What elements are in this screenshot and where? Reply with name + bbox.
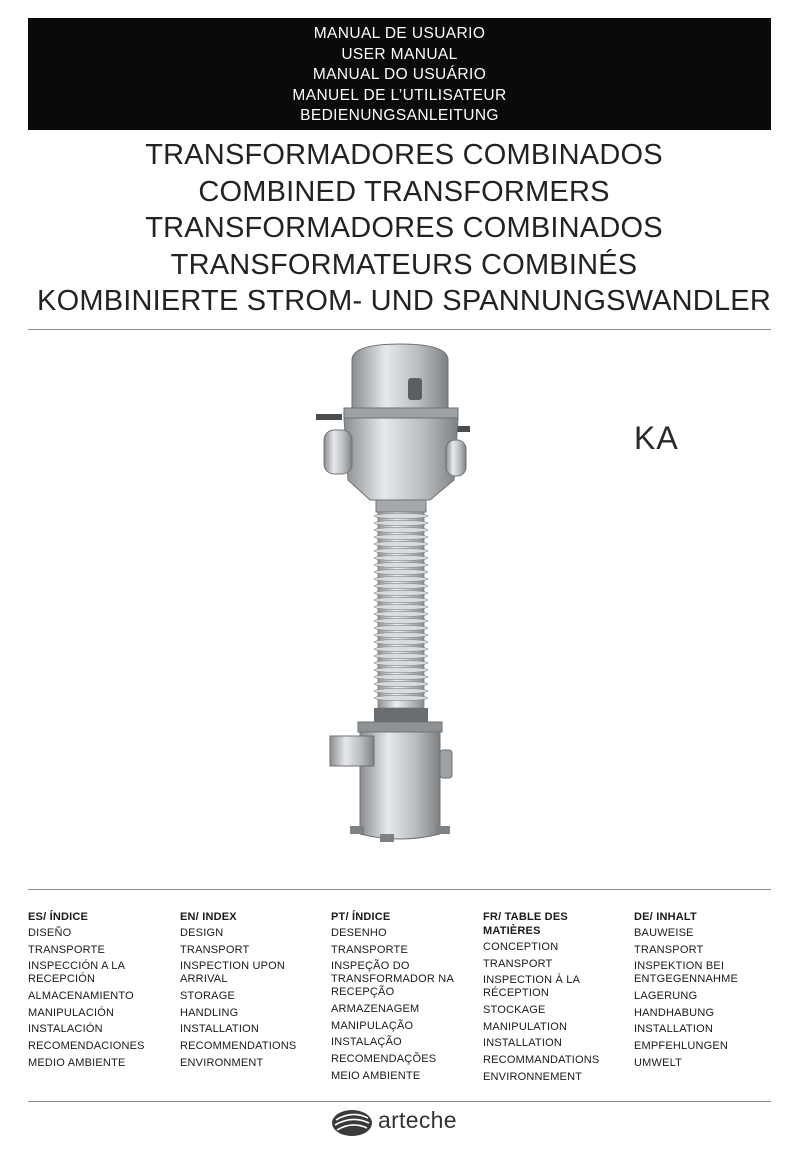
title-fr: TRANSFORMATEURS COMBINÉS xyxy=(170,248,638,281)
index-item: MEDIO AMBIENTE xyxy=(28,1056,126,1069)
index-item: INSPECTION À LA RÉCEPTION xyxy=(483,974,580,1000)
index-item: MANIPULATION xyxy=(483,1020,568,1033)
index-column xyxy=(331,910,476,1087)
banner-line: USER MANUAL xyxy=(341,45,458,63)
index-heading: DE/ INHALT xyxy=(634,911,697,923)
index-item: TRANSPORTE xyxy=(28,943,105,956)
header-banner xyxy=(28,18,771,130)
index-item: EMPFEHLUNGEN xyxy=(634,1040,729,1053)
index-heading: ES/ ÍNDICE xyxy=(28,911,89,923)
transformer-illustration xyxy=(300,338,500,844)
index-item: INSTALLATION xyxy=(634,1023,714,1036)
index-heading: EN/ INDEX xyxy=(180,911,237,923)
index-item: INSPEÇÃO DO TRANSFORMADOR NA RECEPÇÃO xyxy=(331,960,454,999)
index-heading: PT/ ÍNDICE xyxy=(331,911,391,923)
document-titles xyxy=(0,137,808,320)
index-item: RECOMENDAÇÕES xyxy=(331,1053,437,1066)
index-item: TRANSPORTE xyxy=(331,943,408,956)
index-item: HANDLING xyxy=(180,1006,239,1019)
index-item: ARMAZENAGEM xyxy=(331,1003,420,1016)
model-name: KA xyxy=(634,420,679,456)
index-column xyxy=(180,910,325,1074)
index-item: BAUWEISE xyxy=(634,927,694,939)
index-item: STOCKAGE xyxy=(483,1004,546,1017)
title-en: COMBINED TRANSFORMERS xyxy=(198,175,610,208)
index-item: TRANSPORT xyxy=(180,943,250,956)
index-item: INSTALACIÓN xyxy=(28,1023,103,1036)
index-item: TRANSPORT xyxy=(634,943,704,956)
index-item: MEIO AMBIENTE xyxy=(331,1069,421,1082)
title-es: TRANSFORMADORES COMBINADOS xyxy=(145,139,663,171)
logo-wordmark: arteche xyxy=(378,1107,457,1133)
index-item: DESENHO xyxy=(331,927,387,939)
index-item: CONCEPTION xyxy=(483,941,559,953)
banner-line: MANUAL DE USUARIO xyxy=(313,25,486,42)
index-heading: FR/ TABLE DES MATIÈRES xyxy=(483,911,568,937)
index-item: RECOMMENDATIONS xyxy=(180,1040,297,1053)
index-item: TRANSPORT xyxy=(483,957,553,970)
index-item: INSPECCIÓN A LA RECEPCIÓN xyxy=(28,960,125,986)
index-item: ALMACENAMIENTO xyxy=(28,990,134,1003)
index-item: INSTALLATION xyxy=(483,1037,563,1050)
index-item: DESIGN xyxy=(180,927,224,939)
index-column xyxy=(634,910,779,1074)
banner-line: MANUEL DE L’UTILISATEUR xyxy=(292,86,507,104)
index-item: STORAGE xyxy=(180,990,235,1003)
index-item: RECOMENDACIONES xyxy=(28,1040,145,1053)
index-item: INSTALAÇÃO xyxy=(331,1036,402,1049)
index-item: MANIPULAÇÃO xyxy=(331,1019,414,1032)
index-column xyxy=(28,910,173,1074)
index-item: ENVIRONNEMENT xyxy=(483,1070,583,1083)
index-item: INSPECTION UPON ARRIVAL xyxy=(180,960,286,986)
bottom-divider xyxy=(28,1101,771,1102)
index-item: LAGERUNG xyxy=(634,990,698,1003)
index-item: MANIPULACIÓN xyxy=(28,1006,115,1019)
title-de: KOMBINIERTE STROM- UND SPANNUNGSWANDLER xyxy=(37,285,771,317)
index-divider xyxy=(28,889,771,890)
index-item: DISEÑO xyxy=(28,927,72,939)
index-item: INSTALLATION xyxy=(180,1023,260,1036)
index-item: HANDHABUNG xyxy=(634,1006,715,1019)
banner-line: MANUAL DO USUÁRIO xyxy=(312,66,487,83)
banner-line: BEDIENUNGSANLEITUNG xyxy=(300,107,499,124)
index-item: RECOMMANDATIONS xyxy=(483,1054,600,1067)
title-pt: TRANSFORMADORES COMBINADOS xyxy=(145,212,663,244)
index-item: UMWELT xyxy=(634,1056,683,1069)
index-item: ENVIRONMENT xyxy=(180,1056,264,1069)
index-column xyxy=(483,910,628,1088)
top-divider xyxy=(28,329,771,330)
index-item: INSPEKTION BEI ENTGEGENNAHME xyxy=(634,960,739,986)
